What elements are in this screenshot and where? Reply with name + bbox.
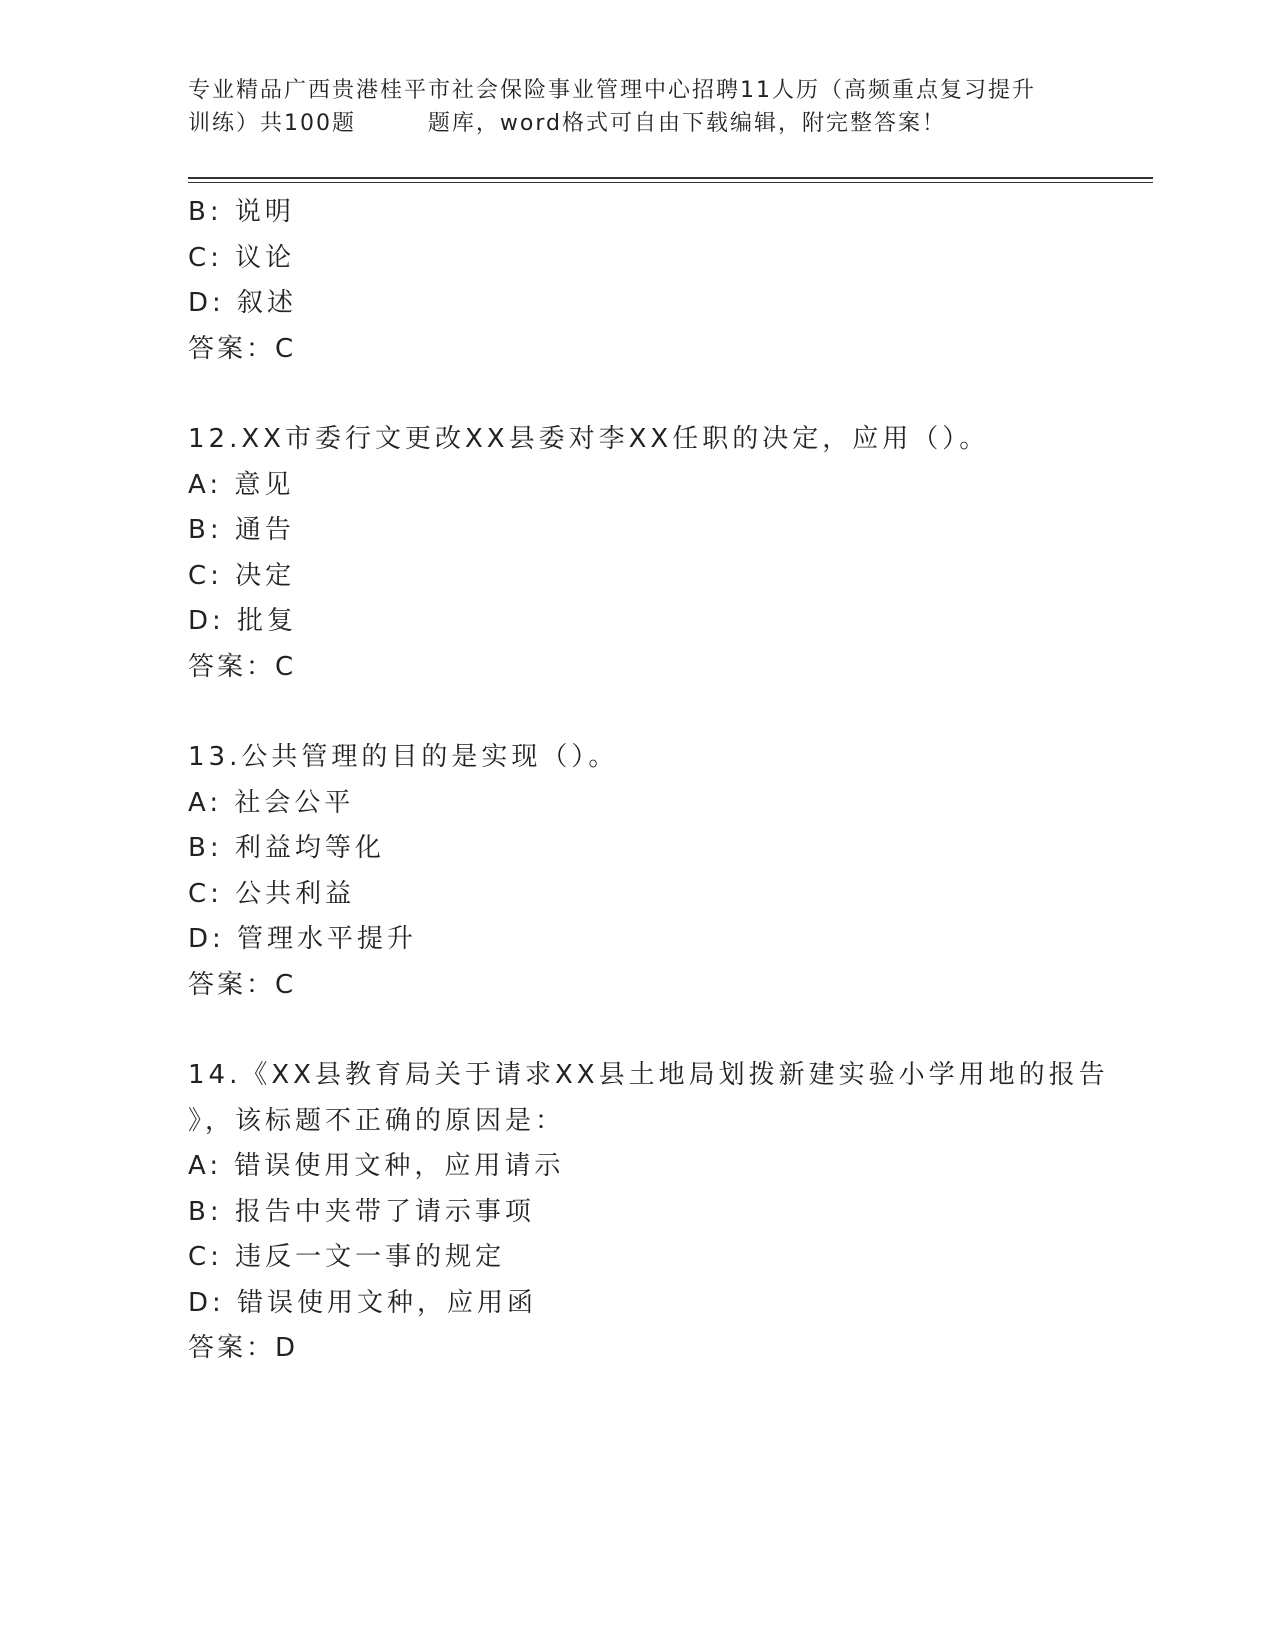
option-a: A: 错误使用文种，应用请示 (188, 1151, 565, 1181)
option-c: C: 决定 (188, 560, 296, 591)
document-header (188, 74, 1088, 140)
header-rule-thin (188, 182, 1153, 183)
spacer (188, 1008, 1088, 1053)
question-stem: 12.XX市委行文更改XX县委对李XX任职的决定，应用（）。 (188, 424, 990, 454)
question-stem-continued: 》，该标题不正确的原因是： (188, 1105, 566, 1136)
question-13 (188, 735, 1088, 1008)
header-line-1: 专业精品广西贵港桂平市社会保险事业管理中心招聘11人历（高频重点复习提升 (188, 78, 1036, 103)
question-14 (188, 1053, 1109, 1372)
option-b: B: 报告中夹带了请示事项 (188, 1196, 535, 1227)
option-b: B: 说明 (188, 197, 295, 227)
option-a: A: 意见 (188, 469, 295, 500)
answer-line: 答案：C (188, 651, 297, 682)
option-c: C: 议论 (188, 242, 296, 273)
option-a: A: 社会公平 (188, 787, 355, 818)
answer-line: 答案：C (188, 969, 297, 1000)
option-b: B: 通告 (188, 515, 295, 545)
option-d: D: 批复 (188, 606, 298, 636)
question-11-continued (188, 190, 1088, 372)
answer-line: 答案：D (188, 1333, 299, 1363)
answer-line: 答案：C (188, 333, 297, 364)
option-d: D: 叙述 (188, 288, 298, 318)
option-b: B: 利益均等化 (188, 833, 385, 863)
header-rule-thick (188, 177, 1153, 179)
question-stem: 14.《XX县教育局关于请求XX县土地局划拨新建实验小学用地的报告 (188, 1060, 1109, 1090)
spacer (188, 372, 1088, 417)
question-stem: 13.公共管理的目的是实现（）。 (188, 742, 619, 772)
option-d: D: 管理水平提升 (188, 924, 418, 954)
option-c: C: 公共利益 (188, 878, 356, 909)
spacer (188, 690, 1088, 735)
header-line-2: 训练）共100题 题库，word格式可自由下载编辑，附完整答案！ (188, 111, 947, 136)
option-d: D: 错误使用文种，应用函 (188, 1287, 538, 1318)
option-c: C: 违反一文一事的规定 (188, 1242, 506, 1272)
question-content (188, 190, 1109, 1372)
question-12 (188, 417, 1088, 690)
